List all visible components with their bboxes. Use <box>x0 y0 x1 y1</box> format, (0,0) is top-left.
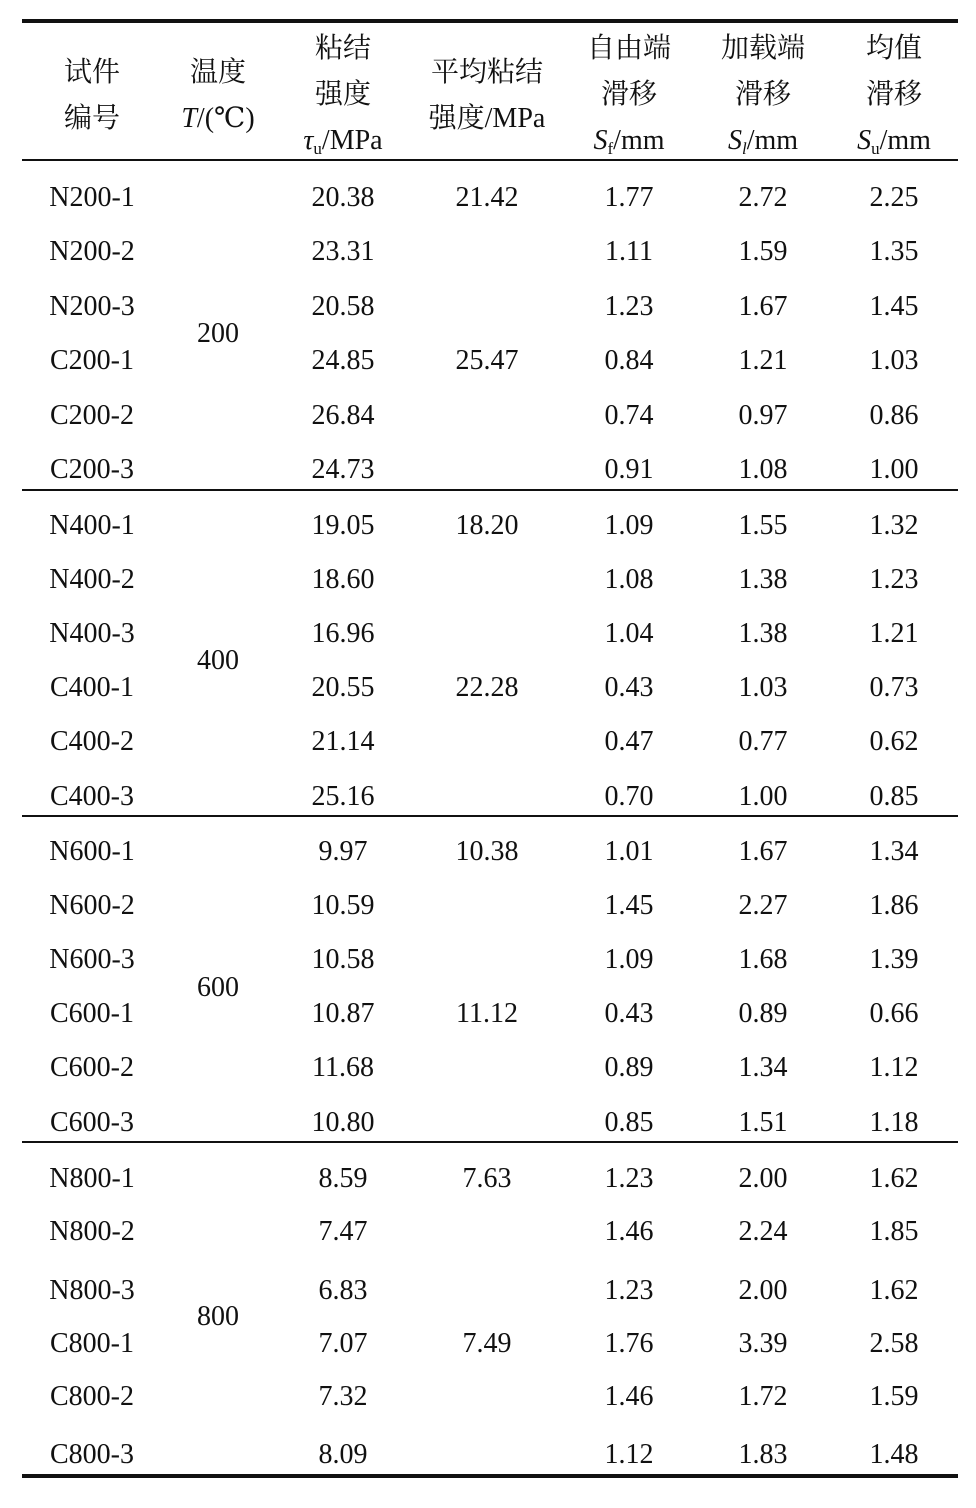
cell-mean-slip: 0.86 <box>869 400 919 431</box>
cell-mean-slip: 1.62 <box>869 1163 919 1194</box>
cell-temperature: 800 <box>197 1301 239 1332</box>
header-free-end-slip: 自由端 滑移 $S_f/mm$ <box>586 33 672 158</box>
cell-loaded-end-slip: 1.21 <box>738 345 788 376</box>
cell-mean-slip: 1.39 <box>869 944 919 975</box>
cell-loaded-end-slip: 2.72 <box>738 182 788 213</box>
cell-loaded-end-slip: 0.89 <box>738 998 788 1029</box>
header-specimen-id: 试件 编号 <box>63 57 121 134</box>
cell-specimen-id: C400-1 <box>50 672 134 703</box>
cell-mean-slip: 1.35 <box>869 236 919 267</box>
cell-specimen-id: N200-3 <box>49 291 135 322</box>
cell-bond-strength: 10.80 <box>311 1107 375 1138</box>
cell-bond-strength: 7.47 <box>318 1216 368 1247</box>
cell-mean-slip: 1.59 <box>869 1381 919 1412</box>
cell-bond-strength: 21.14 <box>311 726 375 757</box>
cell-specimen-id: C200-2 <box>50 400 134 431</box>
cell-loaded-end-slip: 3.39 <box>738 1328 788 1359</box>
cell-mean-slip: 1.48 <box>869 1439 919 1470</box>
header-bond-strength: 粘结 强度 $\tau_u$/MPa <box>303 33 383 158</box>
header-average-bond-strength: 平均粘结 强度/MPa <box>428 57 546 134</box>
cell-loaded-end-slip: 2.24 <box>738 1216 788 1247</box>
cell-specimen-id: N800-1 <box>49 1163 135 1194</box>
cell-specimen-id: C200-3 <box>50 454 134 485</box>
cell-average-bond-strength: 21.42 <box>455 182 519 213</box>
cell-loaded-end-slip: 1.68 <box>738 944 788 975</box>
cell-bond-strength: 8.59 <box>318 1163 368 1194</box>
cell-specimen-id: N200-2 <box>49 236 135 267</box>
cell-loaded-end-slip: 0.97 <box>738 400 788 431</box>
cell-specimen-id: C800-3 <box>50 1439 134 1470</box>
cell-mean-slip: 1.45 <box>869 291 919 322</box>
cell-loaded-end-slip: 1.38 <box>738 618 788 649</box>
cell-temperature: 200 <box>197 318 239 349</box>
cell-free-end-slip: 1.45 <box>604 890 654 921</box>
cell-specimen-id: N600-1 <box>49 836 135 867</box>
cell-free-end-slip: 0.47 <box>604 726 654 757</box>
cell-mean-slip: 1.85 <box>869 1216 919 1247</box>
cell-bond-strength: 25.16 <box>311 781 375 812</box>
cell-average-bond-strength: 7.63 <box>462 1163 512 1194</box>
cell-mean-slip: 1.00 <box>869 454 919 485</box>
cell-free-end-slip: 1.46 <box>604 1216 654 1247</box>
cell-bond-strength: 6.83 <box>318 1275 368 1306</box>
cell-specimen-id: C600-2 <box>50 1052 134 1083</box>
top-rule <box>22 19 958 23</box>
cell-bond-strength: 18.60 <box>311 564 375 595</box>
cell-mean-slip: 1.21 <box>869 618 919 649</box>
cell-free-end-slip: 0.91 <box>604 454 654 485</box>
cell-bond-strength: 20.38 <box>311 182 375 213</box>
cell-average-bond-strength: 11.12 <box>456 998 518 1029</box>
cell-loaded-end-slip: 1.59 <box>738 236 788 267</box>
group-rule <box>22 815 958 817</box>
header-rule <box>22 159 958 161</box>
cell-loaded-end-slip: 1.55 <box>738 510 788 541</box>
cell-specimen-id: N400-2 <box>49 564 135 595</box>
cell-free-end-slip: 0.89 <box>604 1052 654 1083</box>
cell-specimen-id: C400-2 <box>50 726 134 757</box>
cell-specimen-id: C800-2 <box>50 1381 134 1412</box>
cell-free-end-slip: 1.01 <box>604 836 654 867</box>
header-loaded-end-slip: 加载端 滑移 $S_l/mm$ <box>720 33 806 158</box>
cell-free-end-slip: 0.84 <box>604 345 654 376</box>
group-rule <box>22 489 958 491</box>
cell-bond-strength: 10.58 <box>311 944 375 975</box>
cell-mean-slip: 0.73 <box>869 672 919 703</box>
cell-mean-slip: 1.86 <box>869 890 919 921</box>
cell-bond-strength: 24.73 <box>311 454 375 485</box>
cell-specimen-id: N800-2 <box>49 1216 135 1247</box>
cell-free-end-slip: 1.08 <box>604 564 654 595</box>
cell-free-end-slip: 1.23 <box>604 291 654 322</box>
cell-average-bond-strength: 22.28 <box>455 672 519 703</box>
cell-mean-slip: 2.58 <box>869 1328 919 1359</box>
cell-free-end-slip: 0.74 <box>604 400 654 431</box>
cell-specimen-id: N200-1 <box>49 182 135 213</box>
cell-loaded-end-slip: 1.72 <box>738 1381 788 1412</box>
cell-bond-strength: 10.59 <box>311 890 375 921</box>
cell-free-end-slip: 0.70 <box>604 781 654 812</box>
cell-specimen-id: C600-3 <box>50 1107 134 1138</box>
cell-specimen-id: N400-3 <box>49 618 135 649</box>
cell-specimen-id: C800-1 <box>50 1328 134 1359</box>
cell-bond-strength: 8.09 <box>318 1439 368 1470</box>
cell-specimen-id: N400-1 <box>49 510 135 541</box>
cell-free-end-slip: 1.11 <box>605 236 653 267</box>
cell-average-bond-strength: 18.20 <box>455 510 519 541</box>
cell-loaded-end-slip: 1.34 <box>738 1052 788 1083</box>
cell-free-end-slip: 1.76 <box>604 1328 654 1359</box>
cell-mean-slip: 2.25 <box>869 182 919 213</box>
cell-bond-strength: 23.31 <box>311 236 375 267</box>
cell-mean-slip: 1.34 <box>869 836 919 867</box>
cell-specimen-id: C400-3 <box>50 781 134 812</box>
cell-loaded-end-slip: 1.00 <box>738 781 788 812</box>
cell-average-bond-strength: 25.47 <box>455 345 519 376</box>
header-temperature: 温度 T/(℃) <box>181 57 255 134</box>
cell-bond-strength: 16.96 <box>311 618 375 649</box>
group-rule <box>22 1141 958 1143</box>
cell-mean-slip: 0.62 <box>869 726 919 757</box>
bottom-rule <box>22 1474 958 1478</box>
cell-bond-strength: 7.32 <box>318 1381 368 1412</box>
cell-free-end-slip: 1.04 <box>604 618 654 649</box>
cell-loaded-end-slip: 1.38 <box>738 564 788 595</box>
cell-bond-strength: 7.07 <box>318 1328 368 1359</box>
cell-loaded-end-slip: 1.51 <box>738 1107 788 1138</box>
cell-mean-slip: 0.85 <box>869 781 919 812</box>
cell-free-end-slip: 1.09 <box>604 944 654 975</box>
cell-mean-slip: 1.62 <box>869 1275 919 1306</box>
cell-average-bond-strength: 10.38 <box>455 836 519 867</box>
cell-free-end-slip: 1.12 <box>604 1439 654 1470</box>
cell-loaded-end-slip: 2.00 <box>738 1275 788 1306</box>
cell-mean-slip: 1.32 <box>869 510 919 541</box>
cell-loaded-end-slip: 1.08 <box>738 454 788 485</box>
cell-loaded-end-slip: 0.77 <box>738 726 788 757</box>
cell-bond-strength: 26.84 <box>311 400 375 431</box>
cell-mean-slip: 1.03 <box>869 345 919 376</box>
cell-free-end-slip: 1.23 <box>604 1163 654 1194</box>
header-mean-slip: 均值 滑移 $S_u/mm$ <box>857 33 931 158</box>
cell-bond-strength: 19.05 <box>311 510 375 541</box>
cell-temperature: 600 <box>197 972 239 1003</box>
cell-loaded-end-slip: 1.83 <box>738 1439 788 1470</box>
data-table <box>22 0 958 1508</box>
cell-bond-strength: 20.55 <box>311 672 375 703</box>
cell-bond-strength: 9.97 <box>318 836 368 867</box>
cell-free-end-slip: 1.09 <box>604 510 654 541</box>
cell-mean-slip: 1.18 <box>869 1107 919 1138</box>
cell-temperature: 400 <box>197 645 239 676</box>
cell-specimen-id: N600-2 <box>49 890 135 921</box>
cell-bond-strength: 11.68 <box>312 1052 374 1083</box>
cell-specimen-id: N600-3 <box>49 944 135 975</box>
cell-free-end-slip: 0.43 <box>604 998 654 1029</box>
cell-loaded-end-slip: 2.00 <box>738 1163 788 1194</box>
cell-free-end-slip: 1.23 <box>604 1275 654 1306</box>
cell-specimen-id: N800-3 <box>49 1275 135 1306</box>
cell-free-end-slip: 1.77 <box>604 182 654 213</box>
cell-loaded-end-slip: 1.03 <box>738 672 788 703</box>
cell-bond-strength: 24.85 <box>311 345 375 376</box>
cell-mean-slip: 1.12 <box>869 1052 919 1083</box>
cell-free-end-slip: 0.43 <box>604 672 654 703</box>
cell-loaded-end-slip: 2.27 <box>738 890 788 921</box>
cell-specimen-id: C200-1 <box>50 345 134 376</box>
cell-bond-strength: 20.58 <box>311 291 375 322</box>
cell-specimen-id: C600-1 <box>50 998 134 1029</box>
cell-average-bond-strength: 7.49 <box>462 1328 512 1359</box>
cell-bond-strength: 10.87 <box>311 998 375 1029</box>
cell-free-end-slip: 0.85 <box>604 1107 654 1138</box>
cell-mean-slip: 0.66 <box>869 998 919 1029</box>
cell-free-end-slip: 1.46 <box>604 1381 654 1412</box>
cell-loaded-end-slip: 1.67 <box>738 836 788 867</box>
cell-mean-slip: 1.23 <box>869 564 919 595</box>
cell-loaded-end-slip: 1.67 <box>738 291 788 322</box>
